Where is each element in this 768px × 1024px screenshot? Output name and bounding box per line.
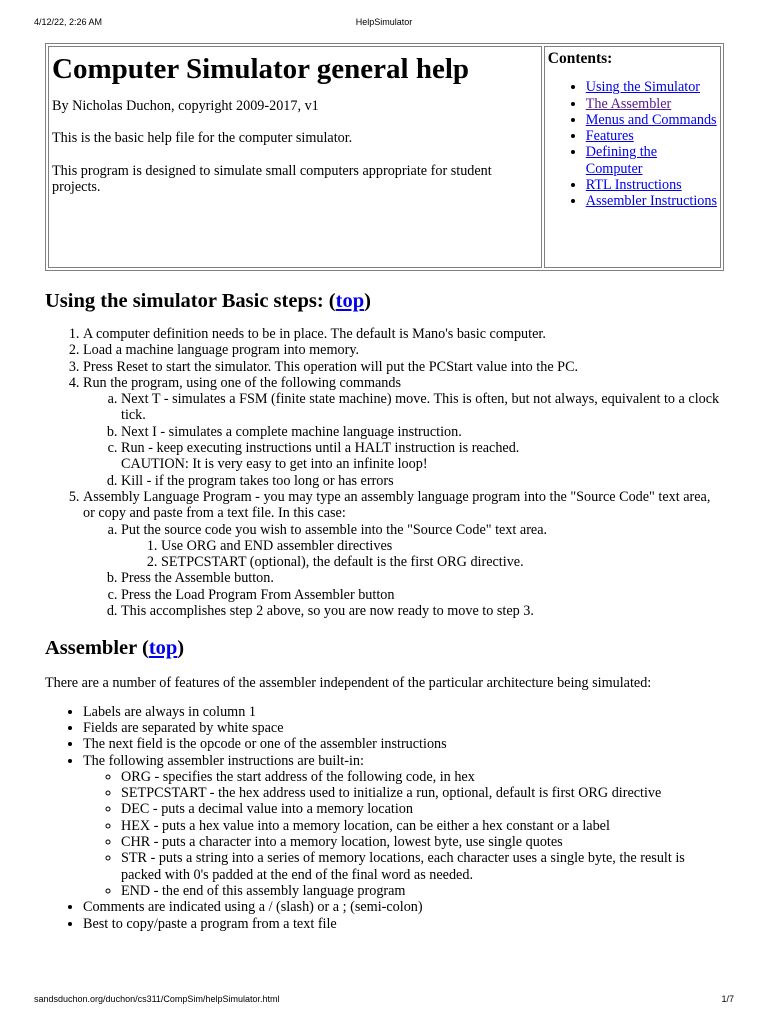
list-item — [121, 391, 725, 424]
substep-text: Use ORG and END assembler directives — [161, 537, 393, 554]
builtin-text: SETPCSTART - the hex address used to initialize a run, optional, default is first ORG directive — [121, 785, 662, 802]
feature-text: Fields are separated by white space — [83, 719, 284, 736]
list-item — [121, 818, 725, 834]
step-text: Assembly Language Program - you may type an assembly language program into the "Source Code" text area, or copy and paste from a text file. In this case: — [83, 488, 711, 522]
feature-text: Comments are indicated using a / (slash) or a ; (semi-colon) — [83, 899, 423, 916]
builtin-text: HEX - puts a hex value into a memory location, can be either a hex constant or a label — [121, 817, 610, 834]
list-item — [121, 801, 725, 817]
section-heading-text: Assembler ( — [45, 637, 149, 660]
top-link[interactable]: top — [335, 290, 365, 312]
header-table — [45, 43, 724, 271]
builtin-text: STR - puts a string into a series of memory locations, each character uses a single byte, the result is packed with 0's padded at the end of the final word as needed. — [121, 850, 685, 883]
assembly-steps-list — [83, 522, 725, 620]
list-item — [83, 916, 725, 932]
page-content — [45, 43, 725, 932]
print-footer — [34, 994, 734, 1006]
step-text: Load a machine language program into memory. — [83, 342, 360, 359]
toc-link-features[interactable]: Features — [585, 128, 634, 145]
list-item — [161, 538, 725, 554]
list-item — [83, 342, 725, 358]
list-item — [83, 899, 725, 915]
list-item — [121, 883, 725, 899]
byline: By Nicholas Duchon, copyright 2009-2017, v1 — [52, 98, 319, 114]
contents-list — [548, 79, 717, 209]
section-heading-assembler — [45, 635, 725, 661]
list-item — [83, 704, 725, 720]
assembler-intro: There are a number of features of the assembler independent of the particular architecture being simulated: — [45, 675, 652, 692]
run-commands-list — [83, 391, 725, 489]
list-item — [83, 736, 725, 752]
basic-steps-list — [45, 326, 725, 619]
toc-item — [586, 193, 717, 209]
list-item — [161, 554, 725, 570]
section-heading-using-simulator — [45, 288, 725, 314]
contents-heading: Contents: — [547, 50, 613, 67]
list-item — [121, 834, 725, 850]
description-purpose: This program is designed to simulate small computers appropriate for student projects. — [52, 162, 492, 195]
feature-text: Labels are always in column 1 — [83, 703, 256, 720]
print-url: sandsduchon.org/duchon/cs311/CompSim/helpSimulator.html — [34, 994, 280, 1004]
section-heading-close: ) — [177, 637, 185, 660]
top-link[interactable]: top — [148, 637, 178, 660]
list-item — [121, 850, 725, 883]
list-item — [121, 769, 725, 785]
print-page-number: 1/7 — [721, 994, 734, 1004]
list-item — [83, 326, 725, 342]
toc-item — [586, 144, 717, 177]
toc-item — [586, 128, 717, 144]
list-item — [121, 424, 725, 440]
substep-text: SETPCSTART (optional), the default is the first ORG directive. — [161, 554, 524, 571]
intro-cell — [48, 46, 542, 268]
feature-text: The next field is the opcode or one of the assembler instructions — [83, 736, 447, 753]
list-item — [121, 603, 725, 619]
contents-cell — [544, 46, 721, 268]
section-heading-text: Using the simulator Basic steps: ( — [45, 290, 336, 312]
builtin-text: ORG - specifies the start address of the following code, in hex — [121, 768, 475, 785]
run-command-text: Next I - simulates a complete machine language instruction. — [121, 423, 462, 440]
toc-item — [586, 112, 717, 128]
toc-link-menus-commands[interactable]: Menus and Commands — [585, 111, 717, 128]
description-basic: This is the basic help file for the computer simulator. — [52, 130, 353, 147]
toc-item — [586, 96, 717, 112]
list-item — [83, 375, 725, 489]
list-item — [121, 587, 725, 603]
toc-link-assembler-instructions[interactable]: Assembler Instructions — [585, 193, 717, 210]
run-command-text: Next T - simulates a FSM (finite state machine) move. This is often, but not always, equivalent to a clock tick. — [121, 391, 720, 424]
list-item — [121, 473, 725, 489]
source-substeps-list — [121, 538, 725, 571]
assembly-step-text: Put the source code you wish to assemble into the "Source Code" text area. — [121, 521, 548, 538]
list-item — [121, 785, 725, 801]
builtin-text: CHR - puts a character into a memory location, lowest byte, use single quotes — [121, 834, 563, 851]
toc-link-assembler[interactable]: The Assembler — [585, 95, 672, 112]
step-text: Press Reset to start the simulator. This operation will put the PCStart value into the PC. — [83, 358, 579, 375]
print-header — [34, 17, 734, 29]
assembly-step-text: Press the Assemble button. — [121, 570, 274, 587]
step-text: Run the program, using one of the following commands — [83, 374, 401, 391]
list-item — [83, 753, 725, 900]
assembly-step-text: This accomplishes step 2 above, so you are now ready to move to step 3. — [121, 603, 534, 620]
assembler-features-list — [45, 704, 725, 932]
toc-item — [586, 177, 717, 193]
list-item — [121, 522, 725, 571]
step-text: A computer definition needs to be in place. The default is Mano's basic computer. — [83, 326, 546, 342]
caution-note: CAUTION: It is very easy to get into an infinite loop! — [121, 456, 428, 473]
section-heading-close: ) — [364, 290, 371, 312]
print-datetime: 4/12/22, 2:26 AM — [34, 17, 103, 27]
toc-item — [586, 79, 717, 95]
page-title: Computer Simulator general help — [52, 53, 470, 85]
feature-text: The following assembler instructions are built-in: — [83, 752, 364, 769]
list-item — [83, 720, 725, 736]
run-command-text: Kill - if the program takes too long or has errors — [121, 472, 394, 489]
builtin-instructions-list — [83, 769, 725, 899]
print-page-title: HelpSimulator — [355, 17, 413, 27]
list-item — [83, 489, 725, 619]
run-command-text: Run - keep executing instructions until a HALT instruction is reached. — [121, 440, 520, 457]
list-item — [83, 359, 725, 375]
toc-link-defining-computer[interactable]: Defining the Computer — [585, 144, 658, 177]
toc-link-using-simulator[interactable]: Using the Simulator — [585, 79, 701, 96]
builtin-text: END - the end of this assembly language program — [121, 882, 406, 899]
list-item — [121, 570, 725, 586]
feature-text: Best to copy/paste a program from a text file — [83, 915, 337, 932]
builtin-text: DEC - puts a decimal value into a memory location — [121, 801, 413, 818]
list-item — [121, 440, 725, 473]
assembly-step-text: Press the Load Program From Assembler button — [121, 586, 395, 603]
toc-link-rtl-instructions[interactable]: RTL Instructions — [585, 177, 682, 194]
